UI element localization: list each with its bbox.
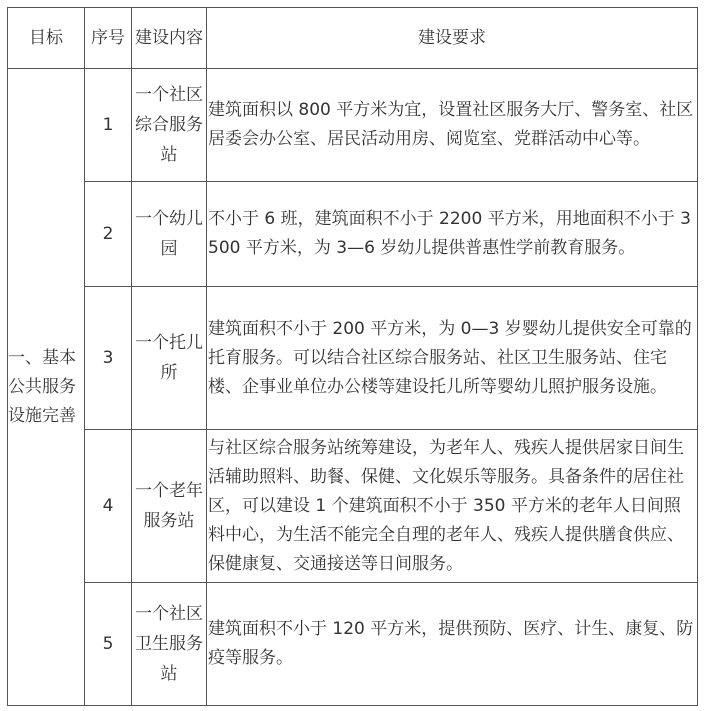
row-requirement: 建筑面积不小于 200 平方米，为 0—3 岁婴幼儿提供安全可靠的托育服务。可以结合社区综合服务站、社区卫生服务站、住宅楼、企事业单位办公楼等建设托儿所等婴幼儿照护服务设施。 xyxy=(207,287,698,430)
row-requirement: 与社区综合服务站统筹建设，为老年人、残疾人提供居家日间生活辅助照料、助餐、保健、文化娱乐等服务。具备条件的居住社区，可以建设 1 个建筑面积不小于 350 平方米的老年人日间照料中心，为生活不能完全自理的老年人、残疾人提供膳食供应、保健康复、交通接送等日间服务。 xyxy=(207,430,698,583)
goal-cell: 一、基本公共服务设施完善 xyxy=(8,69,85,706)
row-content: 一个社区综合服务站 xyxy=(132,69,207,182)
table-row xyxy=(8,69,698,182)
header-content: 建设内容 xyxy=(132,8,207,69)
table-row xyxy=(8,182,698,287)
row-content: 一个托儿所 xyxy=(132,287,207,430)
header-no: 序号 xyxy=(85,8,132,69)
header-requirement: 建设要求 xyxy=(207,8,698,69)
header-goal: 目标 xyxy=(8,8,85,69)
header-row xyxy=(8,8,698,69)
row-requirement: 不小于 6 班，建筑面积不小于 2200 平方米，用地面积不小于 3500 平方米，为 3—6 岁幼儿提供普惠性学前教育服务。 xyxy=(207,182,698,287)
facilities-table xyxy=(7,7,698,706)
row-number: 4 xyxy=(85,430,132,583)
table-row xyxy=(8,583,698,706)
row-number: 2 xyxy=(85,182,132,287)
row-content: 一个老年服务站 xyxy=(132,430,207,583)
row-number: 3 xyxy=(85,287,132,430)
row-content: 一个社区卫生服务站 xyxy=(132,583,207,706)
row-content: 一个幼儿园 xyxy=(132,182,207,287)
row-number: 5 xyxy=(85,583,132,706)
table-row xyxy=(8,287,698,430)
row-number: 1 xyxy=(85,69,132,182)
row-requirement: 建筑面积不小于 120 平方米，提供预防、医疗、计生、康复、防疫等服务。 xyxy=(207,583,698,706)
row-requirement: 建筑面积以 800 平方米为宜，设置社区服务大厅、警务室、社区居委会办公室、居民活动用房、阅览室、党群活动中心等。 xyxy=(207,69,698,182)
table-row xyxy=(8,430,698,583)
